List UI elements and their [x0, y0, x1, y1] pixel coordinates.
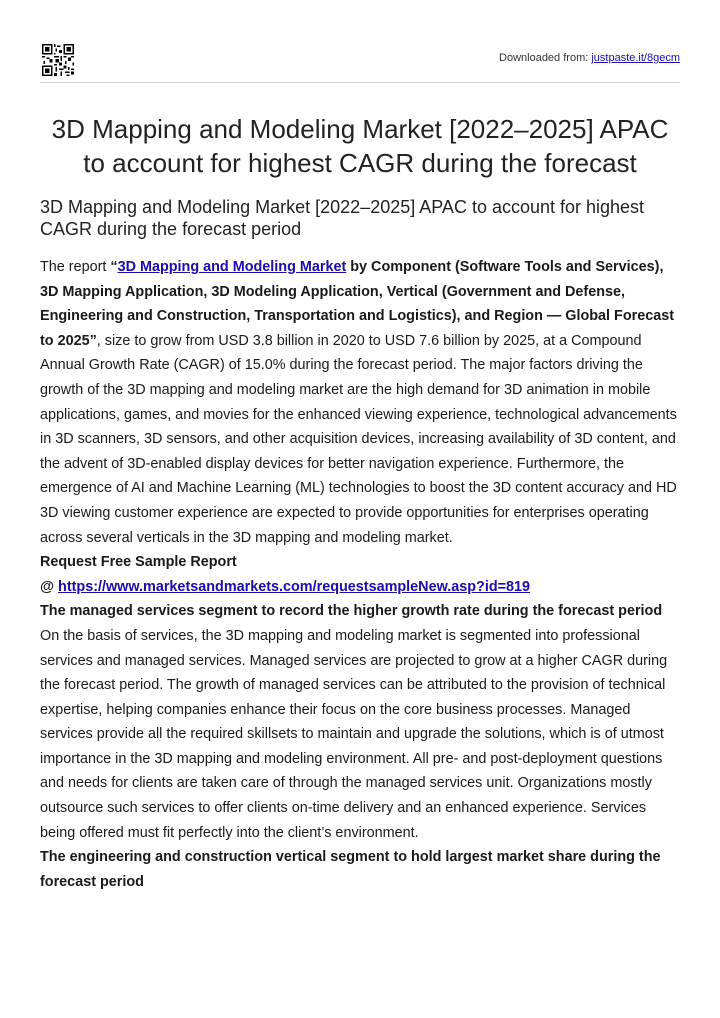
article-body — [40, 255, 682, 894]
page-subtitle: 3D Mapping and Modeling Market [2022–2025] APAC to account for highest CAGR during the forecast period — [40, 197, 645, 239]
page-header — [40, 42, 680, 83]
download-source-link[interactable]: justpaste.it/8gecm — [591, 52, 680, 64]
managed-services-paragraph: On the basis of services, the 3D mapping and modeling market is segmented into professional services and managed services. Managed services are projected to grow at a higher CAGR during the forecast period. The growth of managed services can be attributed to the provision of technical expertise, helping companies enhance their focus on the core business processes. Managed services provide all the required skillsets to maintain and upgrade the solutions, which is of utmost importance in the 3D mapping and modeling environment. All pre- and post-deployment questions and needs for clients are taken care of through the managed services unit. Organizations mostly outsource such services to offer clients on-time delivery and an enhanced experience. Services being offered must fit perfectly into the client’s environment. — [40, 627, 668, 841]
intro-paragraph — [40, 255, 682, 550]
market-report-link[interactable]: 3D Mapping and Modeling Market — [117, 259, 347, 275]
sample-report-link[interactable]: https://www.marketsandmarkets.com/requestsampleNew.asp?id=819 — [58, 578, 531, 595]
at-sign: @ — [40, 578, 59, 595]
engineering-vertical-heading: The engineering and construction vertical segment to hold largest market share during the forecast period — [40, 849, 661, 890]
page-title: 3D Mapping and Modeling Market [2022–2025] APAC to account for highest CAGR during the forecast — [51, 114, 669, 178]
managed-services-heading: The managed services segment to record the higher growth rate during the forecast period — [40, 603, 663, 620]
download-source — [499, 52, 680, 64]
intro-open-quote: “ — [110, 259, 118, 275]
qr-code-icon — [42, 44, 74, 76]
sample-link-line — [40, 575, 682, 600]
report-full-title: by Component (Software Tools and Services), 3D Mapping Application, 3D Modeling Application, Vertical (Government and Defense, Engineering and Construction, Transportation and Logistics), and Region — Global Forecast to 2025” — [40, 259, 675, 349]
sample-label: Request Free Sample Report — [40, 554, 237, 571]
intro-text: , size to grow from USD 3.8 billion in 2020 to USD 7.6 billion by 2025, at a Compound Annual Growth Rate (CAGR) of 15.0% during the forecast period. The major factors driving the growth of the 3D mapping and modeling market are the high demand for 3D animation in mobile applications, games, and movies for the enhanced viewing experience, technological advancements in 3D scanners, 3D sensors, and other acquisition devices, increasing availability of 3D content, and the advent of 3D-enabled display devices for better navigation experience. Furthermore, the emergence of AI and Machine Learning (ML) technologies to boost the 3D content accuracy and HD 3D viewing customer experience are expected to provide opportunities for enterprises operating across several verticals in the 3D mapping and modeling market. — [40, 332, 677, 546]
download-prefix: Downloaded from: — [499, 52, 592, 64]
intro-prefix: The report — [40, 259, 111, 275]
